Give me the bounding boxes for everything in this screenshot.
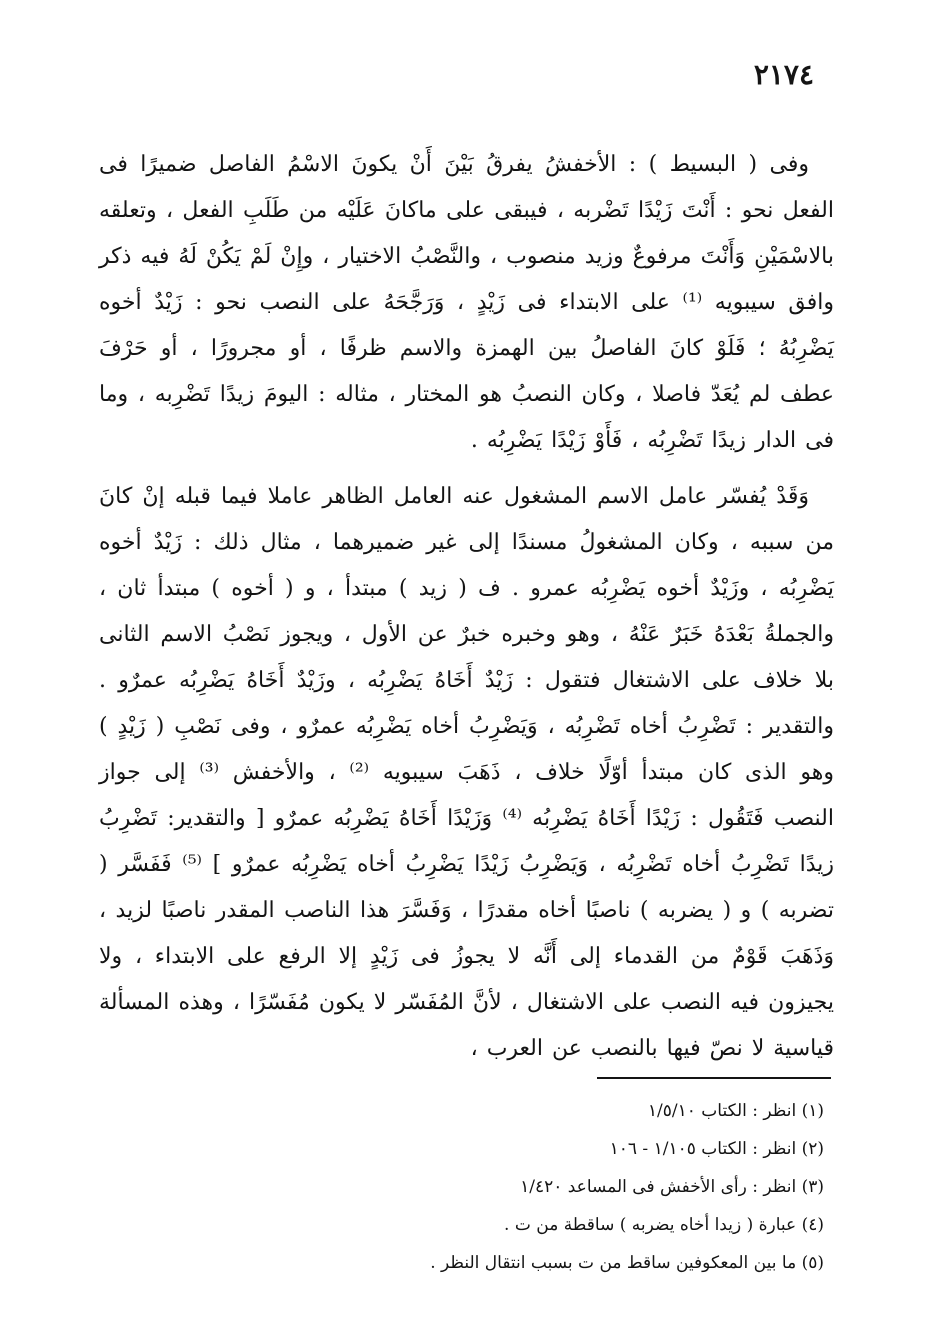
- footnote-5: (٥) ما بين المعكوفين ساقط من ت بسبب انتقال النظر .: [430, 1253, 824, 1273]
- footnote-1: (١) انظر : الكتاب ١/٥/١٠: [647, 1101, 824, 1121]
- paragraph-2: وَقَدْ يُفسّر عامل الاسم المشغول عنه العامل الظاهر عاملا فيما قبله إنْ كانَ من سببه ، وكان المشغولُ مسندًا إلى غير ضميرهما ، مثال ذلك : زَيْدٌ أخوه يَضْرِبُه ، وزَيْدٌ أخوه يَضْرِبُه عمرو . ف ( زيد ) مبتدأ ، و ( أخوه ) مبتدأ ثان ، والجملةُ بَعْدَهُ خَبَرٌ عَنْهُ ، وهو وخبره خبرٌ عن الأول ، ويجوز نَصْبُ الاسم الثانى بلا خلاف على الاشتغال فتقول : زَيْدٌ أَخَاهُ يَضْرِبُه ، وزَيْدٌ أَخَاهُ يَضْرِبُه عمرٌو . والتقدير : تَضْرِبُ أخاه تَضْرِبُه ، وَيَضْرِبُ أخاه يَضْرِبُه عمرٌو ، وفى نَصْبِ ( زَيْدٍ ) وهو الذى كان مبتدأ أوّلًا خلاف ، ذَهَبَ سيبويه ⁽²⁾ ، والأخفش ⁽³⁾ إلى جواز النصب فَتَقُول : زَيْدًا أَخَاهُ يَضْرِبُه ⁽⁴⁾ وَزَيْدًا أَخَاهُ يَضْرِبُه عمرٌو [ والتقدير: تَضْرِبُ زيدًا تَضْرِبُ أخاه تَضْرِبُه ، وَيَضْرِبُ زَيْدًا يَضْرِبُ أخاه يَضْرِبُه عمرٌو ] ⁽⁵⁾ فَفَسَّر ( تضربه ) و ( يضربه ) ناصبًا أخاه مقدرًا ، وَفَسَّرَ هذا الناصب المقدر ناصبًا لزيد ، وَذَهَبَ قَوْمٌ من القدماء إلى أَنَّه لا يجوزُ فى زَيْدٍ إلا الرفع على الابتداء ، ولا يجيزون فيه النصب على الاشتغال ، لأنَّ المُفَسّر لا يكون مُفَسّرًا ، وهذه المسألة قياسية لا نصّ فيها بالنصب عن العرب ،: [99, 484, 834, 1061]
- footnote-separator: [597, 1077, 831, 1079]
- footnote-4: (٤) عبارة ( زيدا أخاه يضربه ) ساقطة من ت .: [504, 1215, 824, 1235]
- footnote-3: (٣) انظر : رأى الأخفش فى المساعد ١/٤٢٠: [520, 1177, 824, 1197]
- main-text: [99, 142, 834, 1072]
- footnotes: [99, 1092, 824, 1282]
- page-number: ٢١٧٤: [753, 58, 814, 91]
- paragraph-1: وفى ( البسيط ) : الأخفشُ يفرقُ بَيْنَ أَنْ يكونَ الاسْمُ الفاصل ضميرًا فى الفعل نحو : أَنْتَ زَيْدًا تَضْربه ، فيبقى على ماكانَ عَلَيْه من طَلَبِ الفعل ، وتعلقه بالاسْمَيْنِ وَأَنْتَ مرفوعٌ وزيد منصوب ، والنَّصْبُ الاختيار ، وإِنْ لَمْ يَكُنْ لَهُ فيه ذكر وافق سيبويه ⁽¹⁾ على الابتداء فى زَيْدٍ ، وَرَجَّحَهُ على النصب نحو : زَيْدٌ أخوه يَضْرِبُهُ ؛ فَلَوْ كانَ الفاصلُ بين الهمزة والاسم ظرفًا ، أو مجرورًا ، أو حَرْفَ عطف لم يُعَدّ فاصلا ، وكان النصبُ هو المختار ، مثاله : اليومَ زيدًا تَضْرِبه ، وما فى الدار زيدًا تَضْرِبُه ، فَأَوْ زَيْدًا يَضْرِبُه .: [99, 152, 835, 453]
- footnote-2: (٢) انظر : الكتاب ١/١٠٥ - ١٠٦: [609, 1139, 824, 1159]
